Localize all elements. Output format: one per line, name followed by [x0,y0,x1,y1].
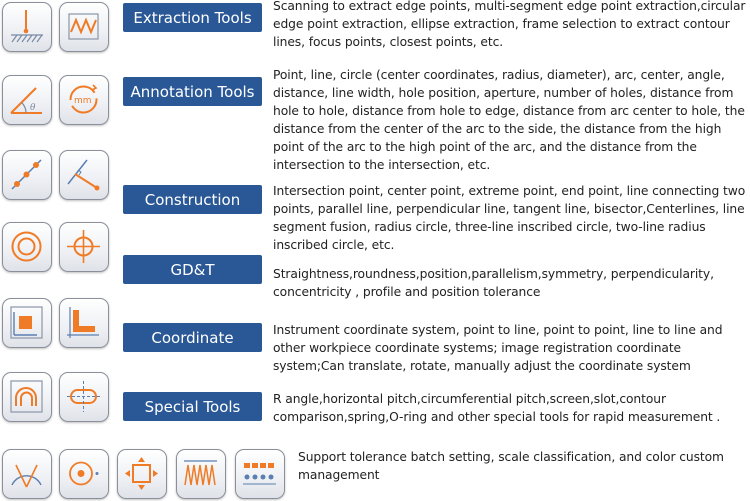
svg-text:θ: θ [30,103,36,113]
cross-arrows-icon[interactable] [117,449,167,499]
line-through-points-icon-graphic [6,154,47,195]
r-angle-tool-icon-graphic [6,376,47,417]
special-tools-button[interactable]: Special Tools [123,392,262,421]
crosshair-circle-icon-graphic [63,226,104,267]
footer-description: Support tolerance batch setting, scale classification, and color custom management [298,450,724,482]
multi-edge-extract-icon[interactable] [59,2,109,52]
construction-button[interactable]: Construction [123,185,262,214]
batch-table-icon[interactable] [235,449,285,499]
arc-tolerance-icon[interactable] [2,449,52,499]
construction-description: Intersection point, center point, extreme point, end point, line connecting two points, parallel line, perpendicular line, tangent line, bisector,Centerlines, line segment fusion, radius circle, three-line inscribed circle, two-line radius inscribed circle, etc. [273,184,746,252]
cross-arrows-icon-graphic [121,453,162,494]
batch-table-icon-graphic [239,453,280,494]
annotation-tools-description: Point, line, circle (center coordinates, radius, diameter), arc, center, angle, distance, line width, hole position, aperture, number of holes, distance from hole to hole, distance from hole to edge, distance from arc center to hole, the distance from the center of the arc to the side, the distance from the high point of the arc to the high point of the arc, and the distance from the intersection to the intersection, etc. [273,68,745,172]
spring-wave-icon-graphic [180,453,221,494]
perpendicular-construct-icon[interactable] [59,150,109,200]
coordinate-square-icon[interactable] [2,298,52,348]
edge-point-scan-icon-graphic [6,6,47,47]
gdt-button[interactable]: GD&T [123,255,262,284]
circle-dot-icon-graphic [63,453,104,494]
concentric-circles-icon[interactable] [2,222,52,272]
multi-edge-extract-icon-graphic [63,6,104,47]
line-through-points-icon[interactable] [2,150,52,200]
coordinate-origin-icon-graphic [63,302,104,343]
r-angle-tool-icon[interactable] [2,372,52,422]
circle-measure-icon-graphic [63,79,104,120]
perpendicular-construct-icon-graphic [63,154,104,195]
coordinate-button[interactable]: Coordinate [123,323,262,352]
annotation-tools-button[interactable]: Annotation Tools [123,77,262,106]
edge-point-scan-icon[interactable] [2,2,52,52]
slot-tool-icon[interactable] [59,372,109,422]
coordinate-description: Instrument coordinate system, point to line, point to point, line to line and other workpiece coordinate systems; image registration coordinate system;Can translate, rotate, manually adjust the coordinate system [273,323,723,373]
coordinate-origin-icon[interactable] [59,298,109,348]
angle-annotation-icon[interactable] [2,75,52,125]
svg-text:mm: mm [74,96,92,106]
gdt-description: Straightness,roundness,position,parallelism,symmetry, perpendicularity, concentricity , profile and position tolerance [273,267,714,299]
extraction-tools-button[interactable]: Extraction Tools [123,3,262,32]
circle-dot-icon[interactable] [59,449,109,499]
extraction-tools-description: Scanning to extract edge points, multi-segment edge point extraction,circular edge point extraction, ellipse extraction, frame selection to extract contour lines, focus points, closest points, etc. [273,0,746,49]
slot-tool-icon-graphic [63,376,104,417]
circle-measure-icon[interactable] [59,75,109,125]
coordinate-square-icon-graphic [6,302,47,343]
concentric-circles-icon-graphic [6,226,47,267]
special-tools-description: R angle,horizontal pitch,circumferential pitch,screen,slot,contour comparison,spring,O-ring and other special tools for rapid measurement . [273,392,721,424]
crosshair-circle-icon[interactable] [59,222,109,272]
spring-wave-icon[interactable] [176,449,226,499]
angle-annotation-icon-graphic [6,79,47,120]
arc-tolerance-icon-graphic [6,453,47,494]
